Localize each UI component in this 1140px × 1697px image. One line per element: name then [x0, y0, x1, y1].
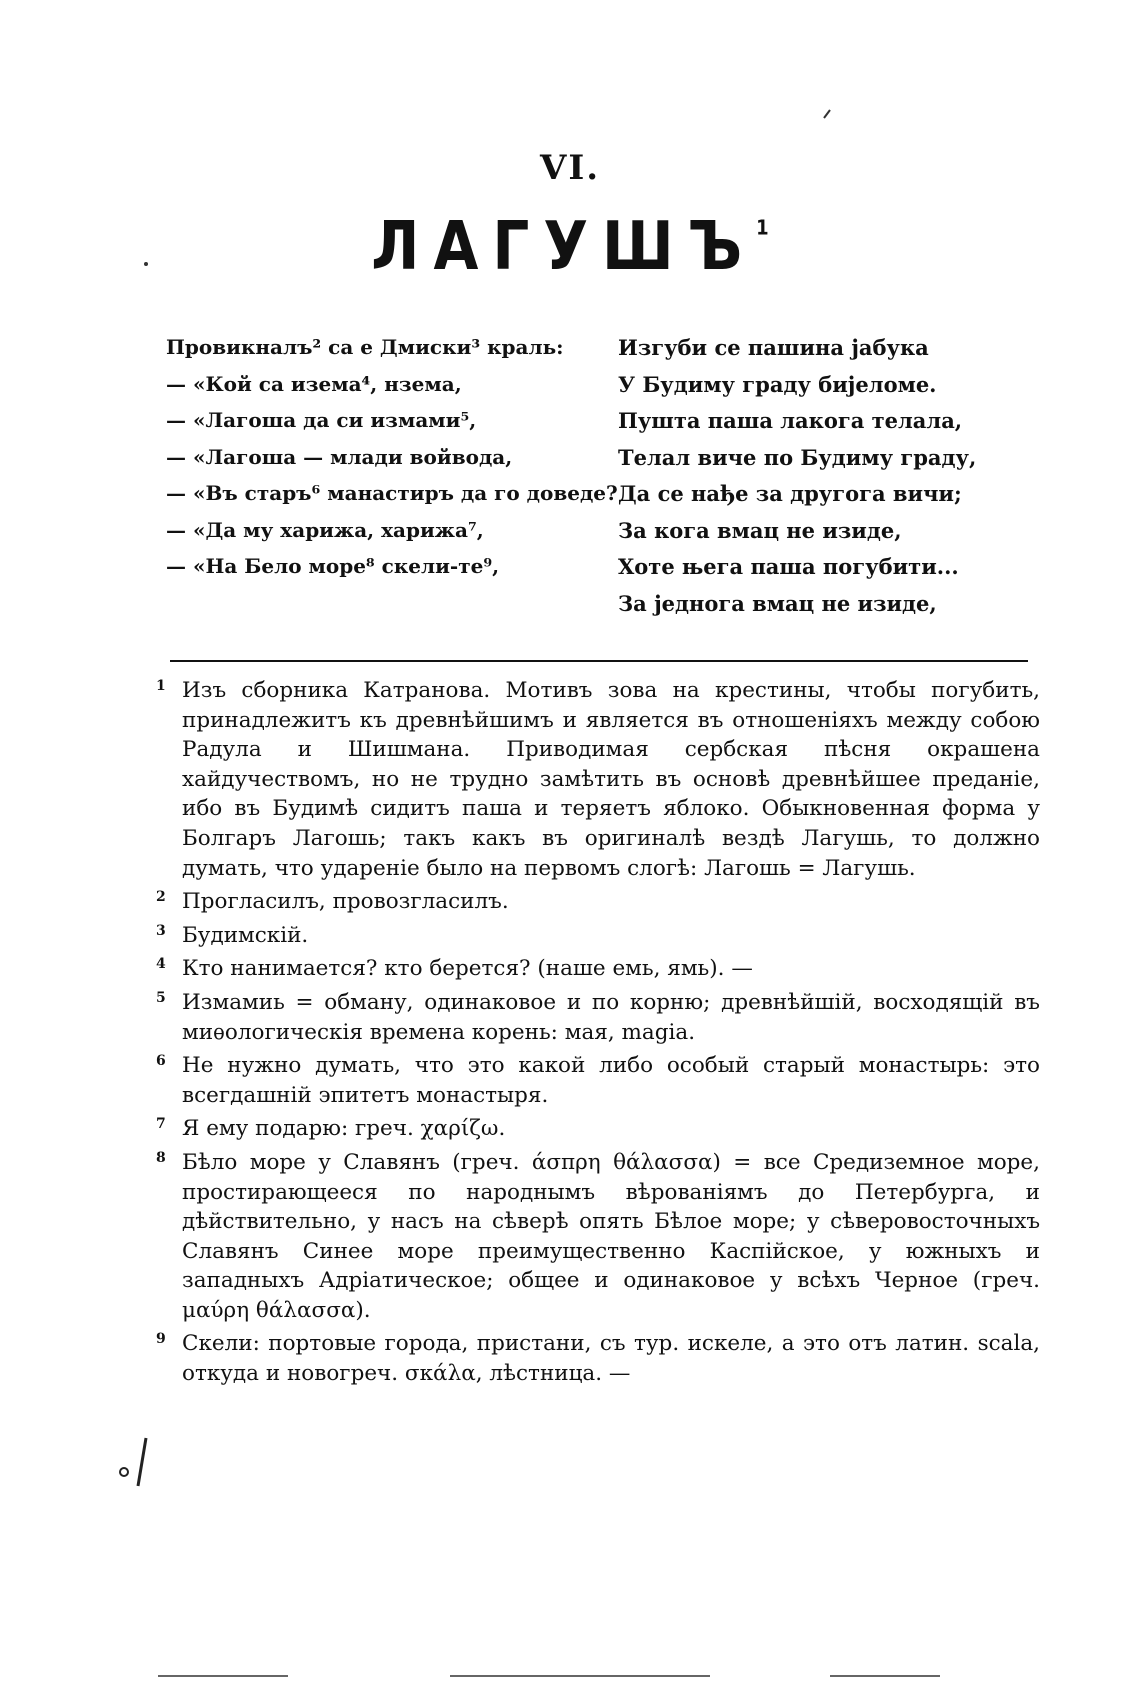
footnote-text: Бѣло море у Славянъ (греч. άσπρη θάλασσα) = все Средиземное море, простирающееся по народнымъ вѣрованіямъ до Петербурга, и дѣйствительно, у насъ на сѣверѣ опять Бѣлое море; у сѣверовосточныхъ Славянъ Синее море преимущественно Каспійское, у южныхъ и западныхъ Адріатическое; общее и одинаковое у всѣхъ Черное (греч. μαύρη θάλασσα).	[182, 1149, 1040, 1323]
verse-line: — «Кой са изема⁴, нзема,	[166, 371, 462, 396]
verse-line: — «Въ старъ⁶ манастиръ да го доведе?	[166, 481, 618, 505]
footnotes	[156, 676, 1040, 1393]
footnote-number: 5	[156, 989, 166, 1006]
scan-edge-line	[830, 1675, 940, 1677]
footnote	[156, 1148, 1040, 1326]
verse-line: За једнога вмац не изиде,	[618, 590, 937, 616]
footnote-text: Изъ сборника Катранова. Мотивъ зова на крестины, чтобы погубить, принадлежитъ къ древнѣйшимъ и является въ отношеніяхъ между собою Радула и Шишмана. Приводимая сербская пѣсня окрашена хайдучествомъ, но не трудно замѣтить въ основѣ древнѣйшее преданіе, ибо въ Будимѣ сидитъ паша и теряетъ яблоко. Обыкновенная форма у Болгаръ Лагошь; такъ какъ въ оригиналѣ вездѣ Лагушь, то должно думать, что удареніе было на первомъ слогѣ: Лагошь = Лагушь.	[182, 678, 1040, 881]
verse-line: Провикналъ² са е Дмиски³ краль:	[166, 335, 564, 359]
footnote-text: Будимскій.	[182, 922, 309, 948]
verse-line: Хоте њега паша погубити...	[618, 554, 959, 579]
footnote	[156, 1329, 1040, 1388]
footnote-number: 9	[156, 1331, 166, 1348]
scan-edge-line	[450, 1675, 710, 1677]
verse-line: — «Лагоша — млади войвода,	[166, 444, 513, 469]
footnote-text: Прогласилъ, провозгласилъ.	[182, 889, 509, 915]
footnote-number: 7	[156, 1116, 166, 1133]
verse-line: Пушта паша лакога телала,	[618, 408, 963, 433]
title-footnote-mark: 1	[756, 216, 769, 241]
verse-line: Телал виче по Будиму граду,	[618, 444, 977, 470]
page-title	[0, 207, 1140, 285]
title-text: ЛАГУШЪ	[371, 206, 757, 286]
verse-line: Да се нађе за другога вичи;	[618, 481, 962, 506]
verse-line: — «Да му харижа, харижа⁷,	[166, 517, 484, 542]
footnote	[156, 988, 1040, 1047]
footnote-divider	[170, 660, 1028, 662]
verse-line: Изгуби се пашина јабука	[618, 335, 929, 360]
footnote-number: 8	[156, 1149, 166, 1166]
footnote	[156, 1114, 1040, 1144]
verse-line: — «На Бело море⁸ скели-те⁹,	[166, 554, 500, 578]
verse-line: — «Лагоша да си измами⁵,	[166, 408, 477, 432]
footnote	[156, 676, 1040, 883]
footnote-number: 6	[156, 1053, 166, 1070]
footnote	[156, 887, 1040, 917]
scan-speck	[822, 108, 834, 120]
verse-line: За кога вмац не изиде,	[618, 517, 902, 543]
footnote-number: 4	[156, 956, 166, 973]
footnote-text: Не нужно думать, что это какой либо особый старый монастырь: это всегдашній эпитетъ монастыря.	[182, 1053, 1040, 1108]
verse-right-column	[618, 335, 1058, 627]
footnote	[156, 1051, 1040, 1110]
footnote-text: Измамиь = обману, одинаковое и по корню; древнѣйшій, восходящій въ миѳологическія времена корень: мая, magia.	[182, 989, 1040, 1045]
scan-edge-line	[158, 1675, 288, 1677]
footnote-number: 3	[156, 922, 166, 939]
footnote-text: Кто нанимается? кто берется? (наше емь, ямь). —	[182, 956, 753, 982]
footnote-text: Скели: портовые города, пристани, съ тур. искеле, а это отъ латин. scala, откуда и новогреч. σκάλα, лѣстница. —	[182, 1331, 1040, 1387]
footnote	[156, 921, 1040, 951]
verse-line: У Будиму граду бијеломе.	[618, 371, 937, 397]
footnote-text: Я ему подарю: греч. χαρίζω.	[182, 1116, 506, 1142]
footnote-number: 2	[156, 889, 166, 906]
footnote	[156, 954, 1040, 984]
margin-pencil-mark	[112, 1430, 162, 1490]
verse-left-column	[166, 335, 618, 591]
section-number: VI.	[539, 148, 601, 188]
footnote-number: 1	[156, 678, 166, 694]
scan-speck	[140, 258, 152, 270]
